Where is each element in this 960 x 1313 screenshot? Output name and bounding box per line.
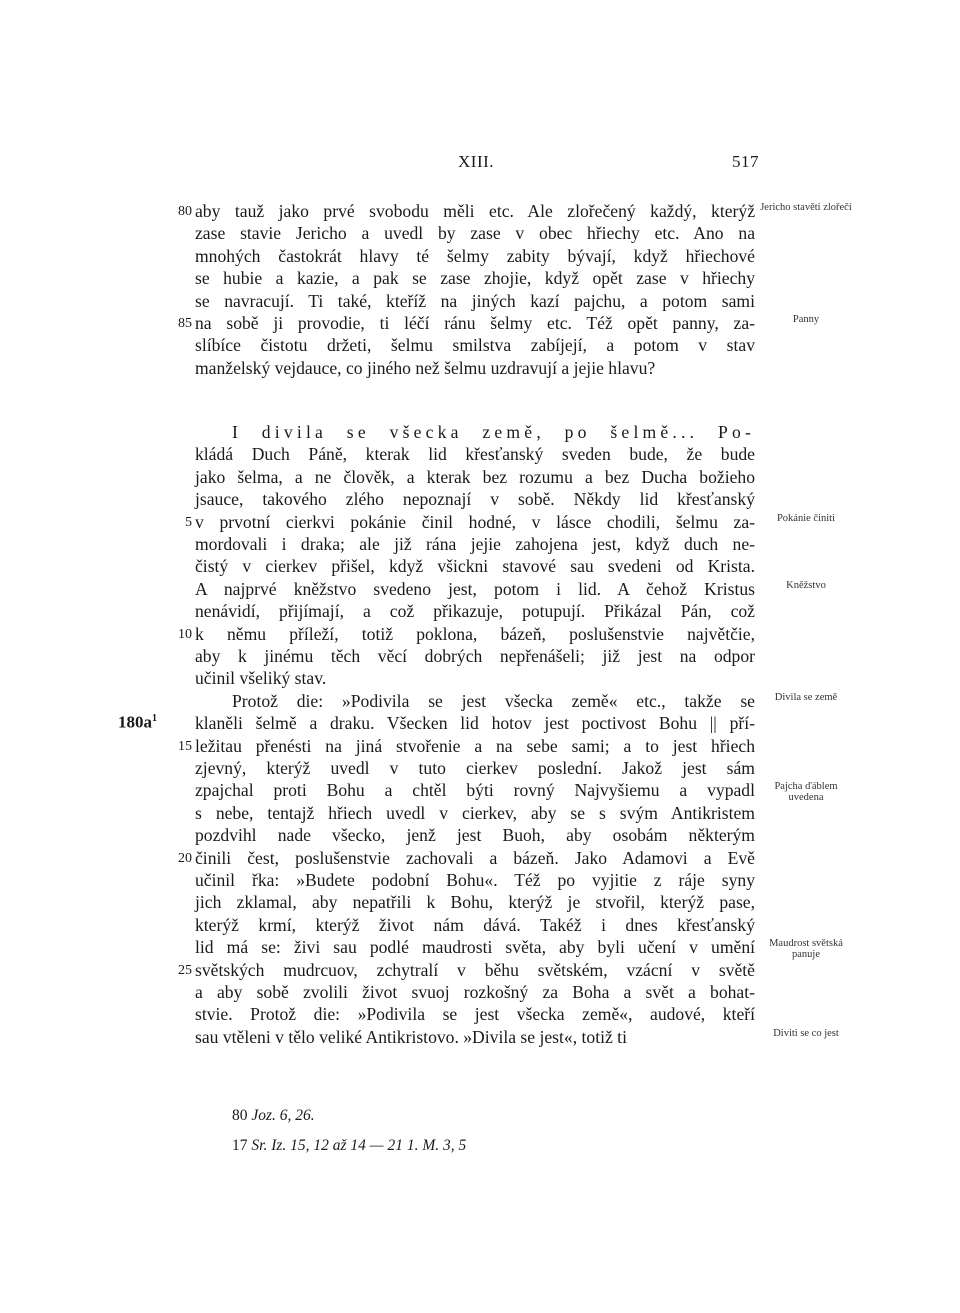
text-line: stvie. Protož die: »Podivila se jest všecka země«, audové, kteří xyxy=(195,1004,755,1025)
text-line: lid má se: živi sau podlé maudrosti světa, aby byli učení v umění xyxy=(195,937,755,958)
footnote-number: 17 xyxy=(232,1137,248,1154)
folio-label: 180a xyxy=(118,712,152,732)
margin-note: Maudrost světská panuje xyxy=(769,938,843,961)
text-line: nenávidí, přijímají, a což přikazuje, potupují. Přikázal Pán, což xyxy=(195,601,755,622)
text-line: ležitau přenésti na jiná stvořenie a na sebe sami; a to jest hřiech xyxy=(195,735,755,756)
line-number: 80 xyxy=(178,204,192,219)
text-line: a aby sobě zvolili život svuoj rozkošný za Boha a svět a bohat- xyxy=(195,982,755,1002)
footnote xyxy=(232,1136,466,1156)
text-line: kterýž krmí, kterýž život nám dává. Takéž i dnes křesťanský xyxy=(195,914,755,935)
text-line: mordovali i draka; ale již rána jejie zahojena jest, když duch ne- xyxy=(195,534,755,554)
line-number: 25 xyxy=(178,962,192,978)
text-line: čistý v cierkev přišel, když všickni stavové sau svedeni od Krista. xyxy=(195,556,755,577)
margin-note: Panny xyxy=(792,314,820,325)
margin-note: Pajcha ďáblem uvedena xyxy=(774,781,838,804)
footnote-reference: Sr. Iz. 15, 12 až 14 — 21 1. M. 3, 5 xyxy=(251,1137,467,1154)
text-line: v prvotní cierkvi pokánie činil hodné, v lásce chodili, šelmu za- xyxy=(195,511,755,532)
text-line: I divila se všecka země, po šelmě... Po- xyxy=(232,422,755,442)
text-line: světských mudrcuov, zchytralí v běhu světském, vzácní v světě xyxy=(195,959,755,980)
margin-note: Diviti se co jest xyxy=(773,1027,839,1039)
text-line: učinil řka: »Budete podobní Bohu«. Též po vyjitie z ráje syny xyxy=(195,870,755,890)
text-line: slíbíce čistotu držeti, šelmu smilstva zabíjejí, a potom v stav xyxy=(195,335,755,356)
footnote xyxy=(232,1106,315,1126)
line-number: 15 xyxy=(178,738,192,754)
text-line: zjevný, kterýž uvedl v tuto cierkev poslední. Jakož jest sám xyxy=(195,758,755,778)
text-line: zase stavie Jericho a uvedl by zase v obec hřiechy etc. Ano na xyxy=(195,223,755,244)
line-number: 20 xyxy=(178,850,192,866)
footnote-number: 80 xyxy=(232,1107,248,1124)
text-line: A najprvé kněžstvo svedeno jest, potom i lid. A čehož Kristus xyxy=(195,578,755,599)
line-number: 10 xyxy=(178,626,192,642)
line-number: 85 xyxy=(178,316,192,331)
text-line: na sobě ji provodie, ti léčí ránu šelmy etc. Též opět panny, za- xyxy=(195,313,755,333)
text-line: jsauce, takového zlého nepoznají v sobě. Někdy lid křesťanský xyxy=(195,489,755,510)
text-line: Protož die: »Podivila se jest všecka země« etc., takže se xyxy=(232,690,755,711)
section-title: XIII. xyxy=(458,152,495,171)
text-line: činili čest, poslušenstvie zachovali a bázeň. Jako Adamovi a Evě xyxy=(195,847,755,868)
folio-marker xyxy=(118,708,157,730)
text-line: aby tauž jako prvé svobodu měli etc. Ale zlořečený každý, kterýž xyxy=(195,201,755,221)
text-line: jako šelma, a ne člověk, a kterak bez rozumu a bez Ducha božieho xyxy=(195,466,755,487)
text-line: manželský vejdauce, co jiného než šelmu uzdravují a jejie hlavu? xyxy=(195,357,656,378)
footnote-reference: Joz. 6, 26. xyxy=(251,1107,315,1124)
text-line: jich zklamal, aby nepatřili k Bohu, kterýž je stvořil, kterýž pase, xyxy=(195,892,755,913)
text-line: kládá Duch Páně, kterak lid křesťanský sveden bude, že bude xyxy=(195,444,755,465)
text-line: k němu příleží, totiž poklona, bázeň, poslušenstvie najvětčie, xyxy=(195,623,755,644)
text-line: se hubie a kazie, a pak se zase zhojie, když opět zase v hřiechy xyxy=(195,268,755,289)
margin-note: Divila se země xyxy=(774,691,838,703)
text-line: sau vtěleni v tělo veliké Antikristovo. »Divila se jest«, totiž ti xyxy=(195,1026,627,1047)
text-line: pozdvihl nade všecko, jenž jest Buoh, aby osobám některým xyxy=(195,825,755,846)
text-line: zpajchal proti Bohu a chtěl býti rovný Najvyšiemu a vypadl xyxy=(195,780,755,801)
text-line: se navracují. Ti také, kteříž na jiných kazí pajchu, a potom sami xyxy=(195,290,755,311)
text-line: s nebe, tentajž hřiech uvedl v cierkev, aby se s svým Antikristem xyxy=(195,802,755,823)
text-line: aby k jinému těch věcí dobrých nepřenášeli; již jest na odpor xyxy=(195,646,755,666)
text-line: klaněli šelmě a draku. Všecken lid hotov jest poctivost Bohu || pří- xyxy=(195,713,755,734)
page-number: 517 xyxy=(732,152,759,171)
text-line: učinil všeliký stav. xyxy=(195,668,327,689)
text-line: mnohých častokrát hlavy té šelmy zabity bývají, když hřiechové xyxy=(195,245,755,266)
line-number: 5 xyxy=(185,514,192,530)
folio-superscript: 1 xyxy=(152,713,157,725)
margin-note: Jericho stavěti zlořečí xyxy=(760,202,852,213)
margin-note: Kněžstvo xyxy=(786,579,826,591)
margin-note: Pokánie činiti xyxy=(776,512,836,524)
